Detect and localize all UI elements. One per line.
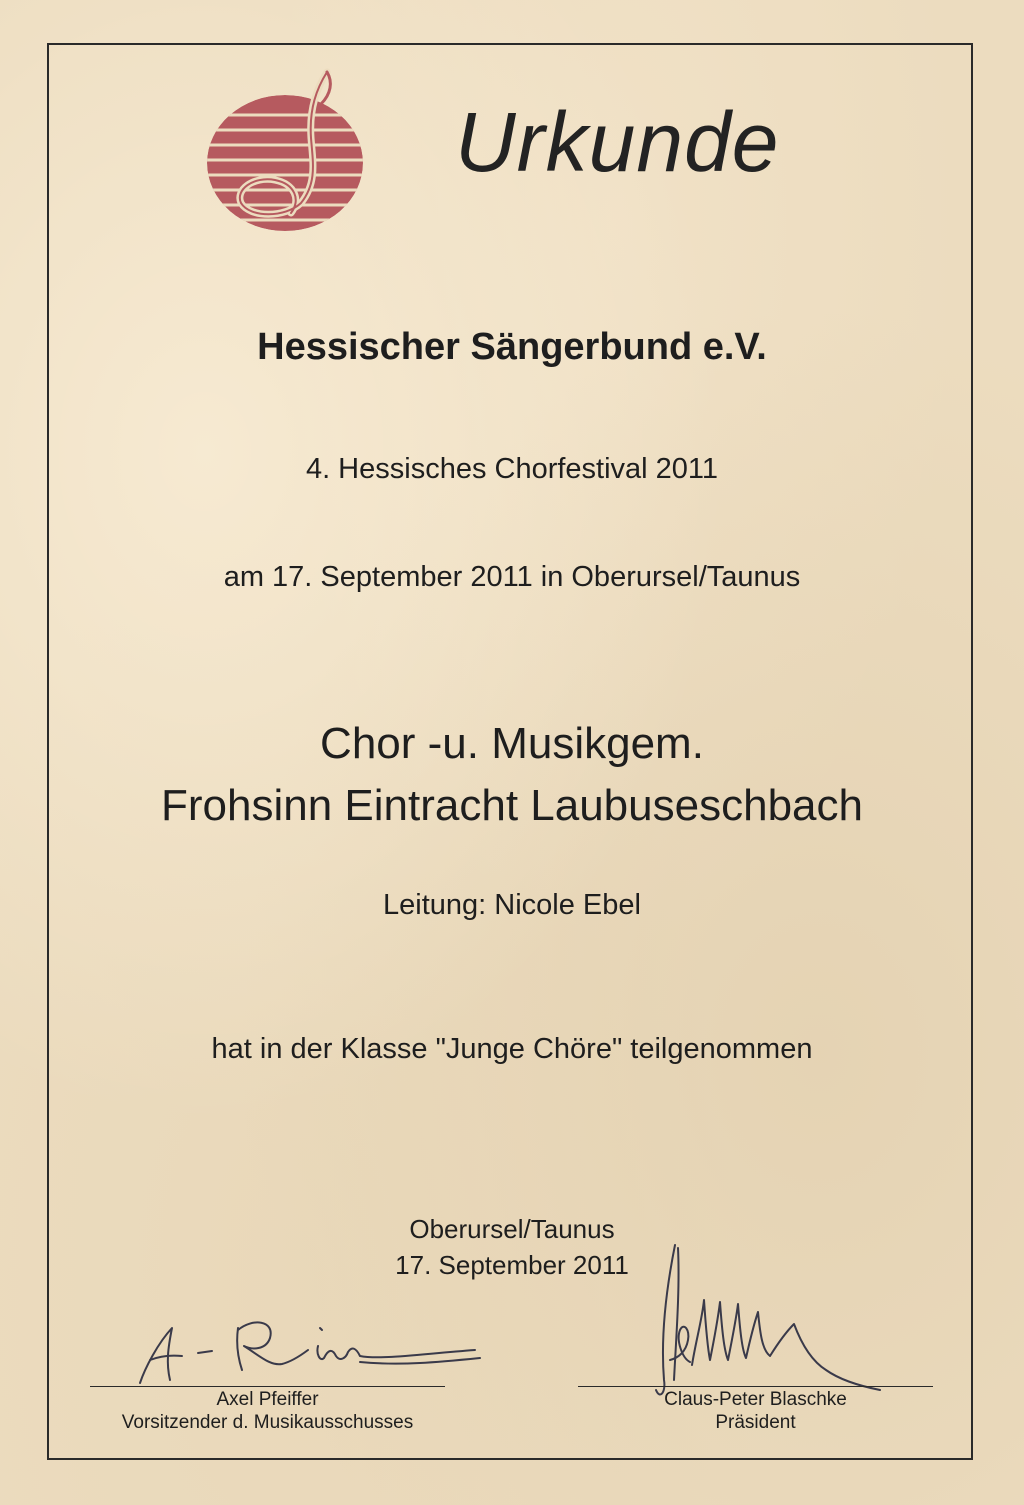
issue-date: 17. September 2011 [395, 1250, 629, 1280]
signatory-right-name: Claus-Peter Blaschke [664, 1389, 847, 1410]
music-note-disc-icon [205, 68, 365, 233]
certificate-title: Urkunde [455, 95, 780, 189]
signature-line-left [90, 1386, 445, 1387]
issue-place: Oberursel/Taunus [409, 1214, 615, 1244]
choir-name-line1: Chor -u. Musikgem. [320, 719, 704, 768]
signatory-right [578, 1389, 933, 1435]
organization-name: Hessischer Sängerbund e.V. [257, 326, 767, 368]
signatory-left-name: Axel Pfeiffer [216, 1389, 319, 1410]
choir-leader: Leitung: Nicole Ebel [383, 889, 641, 921]
signatory-left-role: Vorsitzender d. Musikausschusses [121, 1411, 414, 1433]
event-date-place: am 17. September 2011 in Oberursel/Taunus [223, 561, 801, 593]
signature-left [120, 1298, 500, 1393]
participation-statement: hat in der Klasse "Junge Chöre" teilgenommen [211, 1033, 813, 1065]
signature-line-right [578, 1386, 933, 1387]
choir-name-line2: Frohsinn Eintracht Laubuseschbach [161, 781, 863, 830]
signatory-left [90, 1389, 445, 1435]
signatory-right-role: Präsident [715, 1411, 796, 1433]
festival-name: 4. Hessisches Chorfestival 2011 [305, 453, 719, 485]
signature-right [630, 1240, 930, 1405]
